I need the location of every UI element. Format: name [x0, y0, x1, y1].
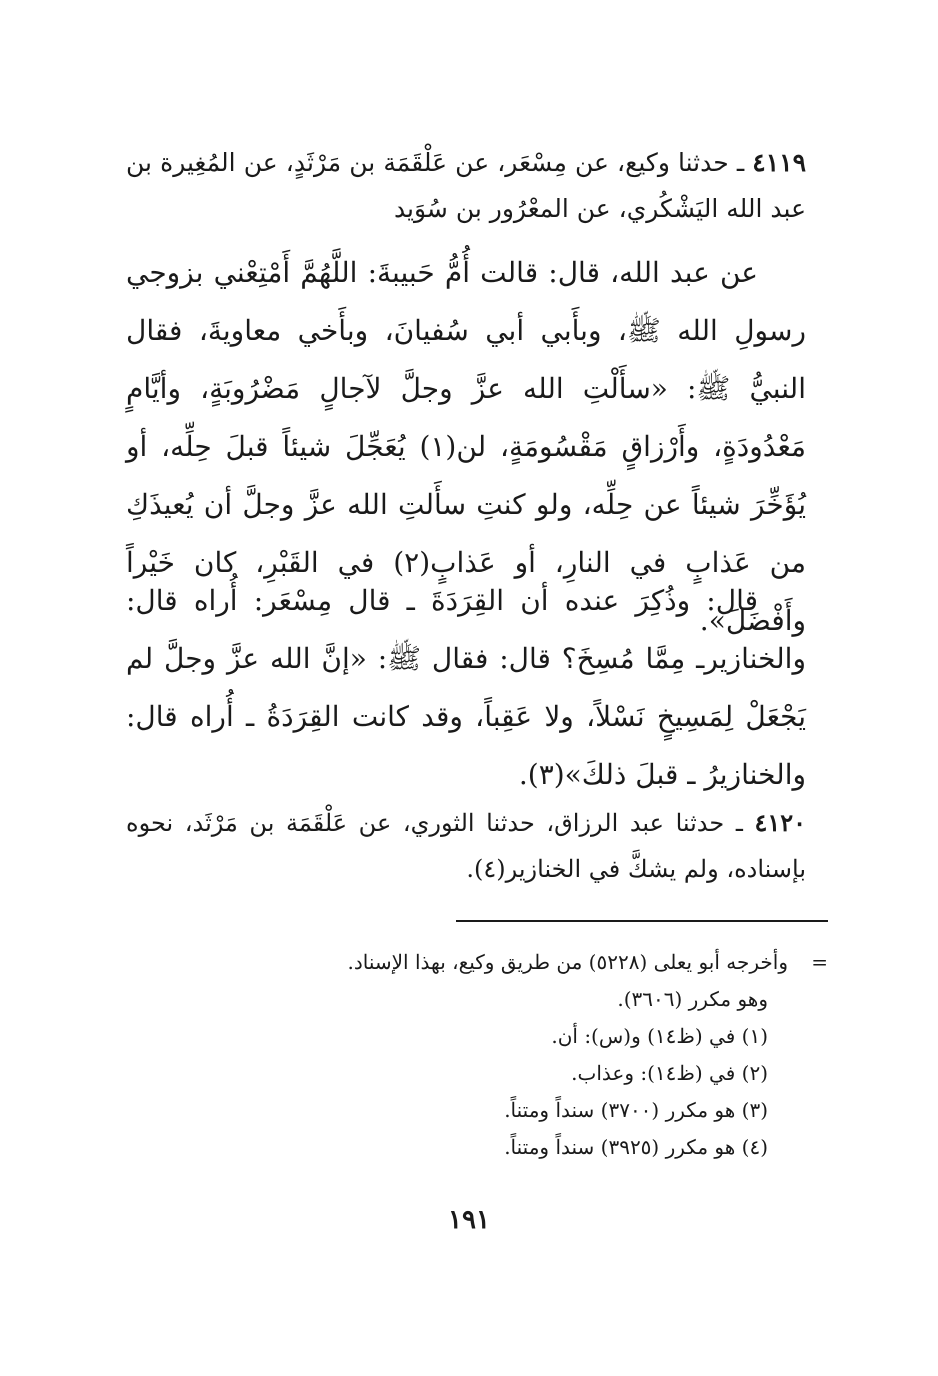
- hadith-4119-isnad: [126, 140, 806, 232]
- footnote-3: (٣) هو مكرر (٣٧٠٠) سنداً ومتناً.: [504, 1098, 768, 1122]
- hadith-4119-matn-1: عن عبد الله، قال: قالت أُمُّ حَبيبةَ: اللَّهُمَّ أَمْتِعْني بزوجي رسولِ الله ﷺ، وبأَبي أبي سُفيانَ، وبأَخي معاويةَ، فقال النبيُّ ﷺ: «سأَلْتِ الله عزَّ وجلَّ لآجالٍ مَضْرُوبَةٍ، وأيَّامٍ مَعْدُودَةٍ، وأَرْزاقٍ مَقْسُومَةٍ، لن(١) يُعَجِّلَ شيئاً قبلَ حِلِّه، أو يُؤَخِّرَ شيئاً عن حِلِّه، ولو كنتِ سأَلتِ الله عزَّ وجلَّ أن يُعيذَكِ من عَذابٍ في النارِ، أو عَذابٍ(٢) في القَبْرِ، كان خَيْراً وأَفْضَلَ».: [126, 256, 806, 637]
- footnote-separator: [456, 920, 828, 922]
- hadith-number: ٤١١٩: [752, 148, 806, 177]
- continuation-mark: =: [811, 950, 828, 974]
- footnote-text: وأخرجه أبو يعلى (٥٢٢٨) من طريق وكيع، بهذا الإسناد.: [347, 950, 788, 974]
- hadith-4119-matn-2: قال: وذُكِرَ عنده أن القِرَدَةَ ـ قال مِسْعَر: أُراه قال: والخنازيرـ مِمَّا مُسِخَ؟ قال: فقال ﷺ: «إنَّ الله عزَّ وجلَّ لم يَجْعَلْ لِمَسِيخٍ نَسْلاً، ولا عَقِباً، وقد كانت القِرَدَةُ ـ أُراه قال: والخنازيرُ ـ قبلَ ذلكَ»(٣).: [126, 584, 806, 791]
- hadith-4120: [126, 800, 806, 892]
- hadith-number: ٤١٢٠: [754, 808, 806, 837]
- isnad-text: ـ حدثنا وكيع، عن مِسْعَر، عن عَلْقَمَة بن مَرْثَدٍ، عن المُغِيرة بن عبد الله اليَشْكُري، عن المعْرُور بن سُوَيد: [126, 148, 806, 223]
- hadith-text: ـ حدثنا عبد الرزاق، حدثنا الثوري، عن عَلْقَمَة بن مَرْثَد، نحوه بإسناده، ولم يشكَّ في الخنازير(٤).: [126, 809, 806, 883]
- footnote-1: (١) في (ظ١٤) و(س): أن.: [551, 1024, 768, 1048]
- footnote-repeat-note: وهو مكرر (٣٦٠٦).: [617, 987, 768, 1011]
- page-number: ١٩١: [448, 1205, 490, 1235]
- footnote-2: (٢) في (ظ١٤): وعذاب.: [571, 1061, 768, 1085]
- footnote-continuation: [126, 944, 828, 981]
- footnote-4: (٤) هو مكرر (٣٩٢٥) سنداً ومتناً.: [504, 1135, 768, 1159]
- footnotes: [126, 944, 828, 1166]
